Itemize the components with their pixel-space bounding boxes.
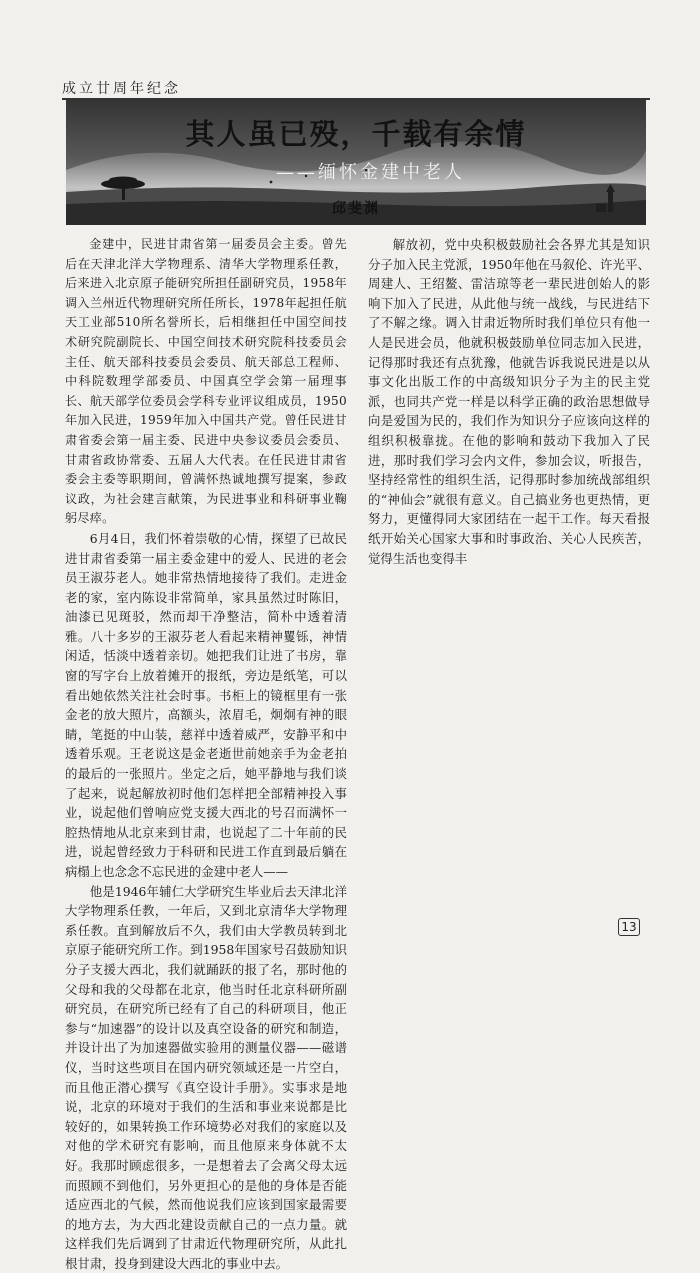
author-bio-paragraph: 金建中，民进甘肃省第一届委员会主委。曾先后在天津北洋大学物理系、清华大学物理系任教，后来进入北京原子能研究所担任副研究员，1958年调入兰州近代物理研究所任所长，1978年起担任航天工业部510所名誉所长，后相继担任中国空间技术研究院副院长、中国空间技术研究院科技委员会主任、航天部科技委员会委员、航天部总工程师、中科院数理学部委员、中国真空学会第一届理事长、航天部学位委员会学科专业评议组成员，1950年加入民进，1959年加入中国共产党。曾任民进甘肃省委会第一届主委、民进中央参议委员会委员、甘肃省政协常委、五届人大代表。在任民进甘肃省委会主委等职期间，曾满怀热诚地撰写提案，参政议政，为社会建言献策，为民进事业和科研事业鞠躬尽瘁。 (65, 237, 347, 526)
body-paragraph: 6月4日，我们怀着崇敬的心情，探望了已故民进甘肃省委第一届主委金建中的爱人、民进的老会员王淑芬老人。她非常热情地接待了我们。走进金老的家，室内陈设非常简单，家具虽然过时陈旧，油漆已见斑驳，然而却干净整洁，简朴中透着清雅。八十多岁的王淑芬老人看起来精神矍铄，神情闲适，恬淡中透着亲切。她把我们让进了书房，靠窗的写字台上放着摊开的报纸，旁边是纸笔，可以看出她依然关注社会时事。书柜上的镜框里有一张金老的放大照片，高额头，浓眉毛，炯炯有神的眼睛，笔挺的中山装，慈祥中透着威严，安静平和中透着乐观。王老说这是金老逝世前她亲手为金老拍的最后的一张照片。坐定之后，她平静地与我们谈了起来，说起解放初时他们怎样把全部精神投入事业，说起他们曾响应党支援大西北的号召而满怀一腔热情地从北京来到甘肃，也说起了二十年前的民进，说起曾经致力于科研和民进工作直到最后躺在病榻上也念念不忘民进的金建中老人—— (65, 530, 347, 879)
text-column-right (368, 235, 650, 921)
article-subtitle: ——缅怀金建中老人 (276, 162, 465, 183)
page-number: 13 (618, 918, 640, 936)
text-column-left (65, 235, 347, 1271)
article-author: 邱斐渊 (332, 201, 380, 217)
section-label: 成立廿周年纪念 (62, 81, 181, 97)
body-paragraph: 他是1946年辅仁大学研究生毕业后去天津北洋大学物理系任教，一年后，又到北京清华大学物理系任教。直到解放后不久，我们由大学教员转到北京原子能研究所工作。到1958年国家号召鼓励知识分子支援大西北，我们就踊跃的报了名，那时他的父母和我的父母都在北京，他当时任北京科研所副研究员，在研究所已经有了自己的科研项目，他正参与“加速器”的设计以及真空设备的研究和制造，并设计出了为加速器做实验用的测量仪器——磁谱仪，当时这些项目在国内研究领域还是一片空白，而且他正潜心撰写《真空设计手册》。实事求是地说，北京的环境对于我们的生活和事业来说都是比较好的，如果转换工作环境势必对我们的家庭以及对他的学术研究有影响，而且他原来身体就不太好。我那时顾虑很多，一是想着去了会离父母太远而照顾不到他们，另外更担心的是他的身体是否能适应西北的气候，然而他说我们应该到国家最需要的地方去，为大西北建设贡献自己的一点力量。就这样我们先后调到了甘肃近代物理研究所，从此扎根甘肃，投身到建设大西北的事业中去。 (65, 883, 347, 1271)
title-banner (66, 100, 646, 225)
article-title: 其人虽已殁，千载有余情 (185, 117, 527, 151)
body-paragraph: 解放初，党中央积极鼓励社会各界尤其是知识分子加入民主党派，1950年他在马叙伦、许光平、周建人、王绍鳌、雷洁琼等老一辈民进创始人的影响下加入了民进，从此他与统一战线，与民进结下了不解之缘。调入甘肃近物所时我们单位只有他一人是民进会员，他就积极鼓励单位同志加入民进，记得那时我还有点犹豫，他就告诉我说民进是以从事文化出版工作的中高级知识分子为主的民主党派，也同共产党一样是以科学正确的政治思想做导向是爱国为民的，我们作为知识分子应该向这样的组织积极靠拢。在他的影响和鼓动下我加入了民进，那时我们学习会内文件，参加会议，听报告，坚持经常性的组织生活，记得那时参加统战部组织的“神仙会”就很有意义。自己搞业务也更热情，更努力，更懂得同大家团结在一起干工作。每天看报纸开始关心国家大事和时事政治、关心人民疾苦，觉得生活也变得丰 (368, 237, 650, 566)
